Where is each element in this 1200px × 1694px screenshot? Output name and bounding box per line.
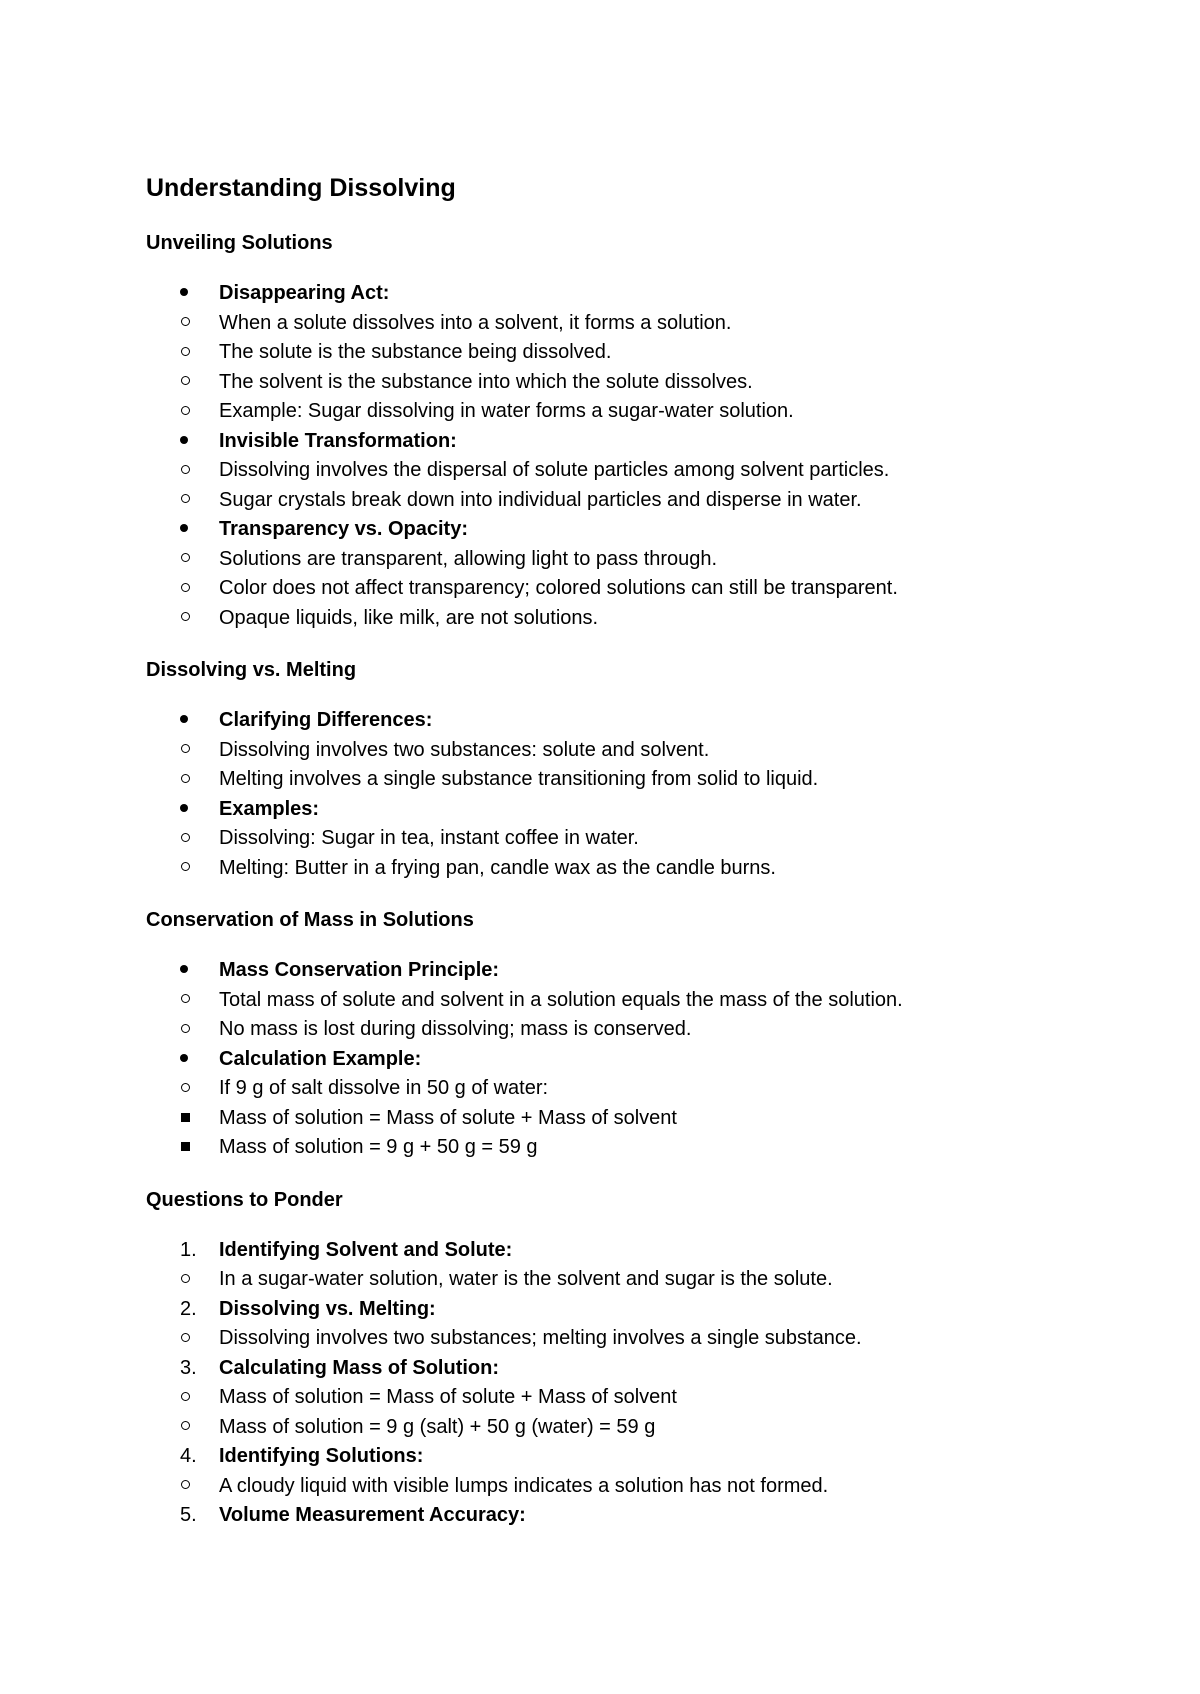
sub-item-text: Dissolving involves two substances; melting involves a single substance.	[219, 1327, 862, 1349]
sub-sub-list-item	[0, 1133, 1066, 1163]
numbered-item	[146, 1501, 1066, 1531]
bullet-circle-icon	[181, 1265, 190, 1295]
bullet-circle-icon	[181, 1324, 190, 1354]
section-heading: Dissolving vs. Melting	[146, 659, 357, 681]
sub-item-text: Example: Sugar dissolving in water forms a sugar-water solution.	[219, 400, 794, 422]
item-label: Dissolving vs. Melting:	[219, 1297, 436, 1320]
sub-list-item	[73, 824, 1066, 854]
item-number: 5.	[180, 1504, 197, 1526]
item-label: Volume Measurement Accuracy:	[219, 1504, 526, 1526]
bullet-circle-icon	[181, 574, 190, 604]
item-label: Transparency vs. Opacity:	[219, 518, 469, 540]
numbered-item	[146, 1354, 1066, 1384]
sub-item-text: No mass is lost during dissolving; mass is conserved.	[219, 1018, 692, 1040]
sub-list-item	[73, 456, 1066, 486]
numbered-item	[146, 1295, 1066, 1325]
sub-item-text: In a sugar-water solution, water is the solvent and sugar is the solute.	[219, 1268, 833, 1290]
bullet-list	[146, 956, 1066, 1163]
item-label: Calculating Mass of Solution:	[219, 1356, 500, 1379]
bullet-circle-icon	[181, 368, 190, 398]
sub-sub-item-text: Mass of solution = 9 g + 50 g = 59 g	[219, 1136, 538, 1158]
sub-list-item	[73, 486, 1066, 516]
sub-list-item	[73, 736, 1066, 766]
sub-item-text: Mass of solution = 9 g (salt) + 50 g (water) = 59 g	[219, 1415, 656, 1438]
list-item	[146, 1045, 1066, 1075]
sub-item-text: When a solute dissolves into a solvent, it forms a solution.	[219, 311, 732, 334]
bullet-dot-icon	[180, 956, 188, 986]
numbered-item	[146, 1442, 1066, 1472]
list-item	[146, 795, 1066, 825]
item-label: Clarifying Differences:	[219, 709, 433, 731]
bullet-circle-icon	[181, 456, 190, 486]
bullet-list	[146, 279, 1066, 633]
sub-item-text: Color does not affect transparency; colored solutions can still be transparent.	[219, 577, 898, 599]
bullet-square-icon	[181, 1104, 190, 1134]
bullet-circle-icon	[181, 1074, 190, 1104]
sub-item-text: Dissolving involves the dispersal of solute particles among solvent particles.	[219, 459, 890, 481]
sub-list-item	[73, 1015, 1066, 1045]
document-title: Understanding Dissolving	[146, 174, 456, 202]
sub-list-item	[73, 1324, 1066, 1354]
item-label: Identifying Solvent and Solute:	[219, 1238, 513, 1261]
bullet-circle-icon	[181, 736, 190, 766]
sub-list-item	[73, 1074, 1066, 1104]
item-label: Examples:	[219, 797, 320, 820]
item-number: 3.	[180, 1356, 197, 1379]
list-item	[146, 279, 1066, 309]
numbered-item	[146, 1236, 1066, 1266]
item-number: 1.	[180, 1238, 197, 1261]
section-heading: Unveiling Solutions	[146, 232, 333, 254]
bullet-circle-icon	[181, 486, 190, 516]
section-dissolving-vs-melting	[146, 657, 1066, 883]
bullet-circle-icon	[181, 1413, 190, 1443]
item-number: 4.	[180, 1445, 197, 1467]
bullet-circle-icon	[181, 1472, 190, 1502]
sub-item-text: Opaque liquids, like milk, are not solutions.	[219, 606, 599, 629]
section-unveiling-solutions	[146, 230, 1066, 633]
bullet-circle-icon	[181, 854, 190, 884]
sub-item-text: Solutions are transparent, allowing light to pass through.	[219, 547, 718, 570]
item-label: Calculation Example:	[219, 1047, 422, 1070]
bullet-circle-icon	[181, 545, 190, 575]
sub-list-item	[73, 765, 1066, 795]
sub-list-item	[73, 1472, 1066, 1502]
sub-list-item	[73, 368, 1066, 398]
bullet-circle-icon	[181, 1015, 190, 1045]
numbered-list	[146, 1236, 1066, 1531]
bullet-list	[146, 706, 1066, 883]
item-number: 2.	[180, 1297, 197, 1320]
list-item	[146, 956, 1066, 986]
sub-item-text: If 9 g of salt dissolve in 50 g of water:	[219, 1077, 549, 1099]
sub-sub-list-item	[0, 1104, 1066, 1134]
sub-list-item	[73, 397, 1066, 427]
sub-item-text: Mass of solution = Mass of solute + Mass of solvent	[219, 1386, 677, 1408]
sub-list-item	[73, 1413, 1066, 1443]
document-page	[146, 172, 1066, 1555]
bullet-circle-icon	[181, 397, 190, 427]
sub-item-text: Dissolving: Sugar in tea, instant coffee in water.	[219, 827, 639, 849]
sub-item-text: The solvent is the substance into which the solute dissolves.	[219, 370, 753, 393]
sub-item-text: A cloudy liquid with visible lumps indicates a solution has not formed.	[219, 1474, 829, 1497]
bullet-circle-icon	[181, 1383, 190, 1413]
sub-list-item	[73, 338, 1066, 368]
sub-item-text: Melting involves a single substance transitioning from solid to liquid.	[219, 768, 819, 790]
bullet-circle-icon	[181, 604, 190, 634]
item-label: Mass Conservation Principle:	[219, 959, 500, 981]
list-item	[146, 706, 1066, 736]
item-label: Disappearing Act:	[219, 282, 390, 304]
bullet-dot-icon	[180, 515, 188, 545]
sub-list-item	[73, 545, 1066, 575]
sub-list-item	[73, 604, 1066, 634]
bullet-dot-icon	[180, 795, 188, 825]
section-questions-to-ponder	[146, 1187, 1066, 1531]
sub-sub-item-text: Mass of solution = Mass of solute + Mass of solvent	[219, 1106, 677, 1129]
section-conservation-of-mass	[146, 907, 1066, 1163]
bullet-circle-icon	[181, 338, 190, 368]
bullet-circle-icon	[181, 765, 190, 795]
sub-item-text: Dissolving involves two substances: solute and solvent.	[219, 738, 710, 761]
section-heading: Conservation of Mass in Solutions	[146, 909, 474, 931]
sub-list-item	[73, 986, 1066, 1016]
sub-list-item	[73, 854, 1066, 884]
sub-list-item	[73, 1383, 1066, 1413]
sub-list-item	[73, 574, 1066, 604]
section-heading: Questions to Ponder	[146, 1188, 343, 1211]
sub-list-item	[73, 1265, 1066, 1295]
list-item	[146, 427, 1066, 457]
sub-item-text: The solute is the substance being dissolved.	[219, 341, 612, 363]
bullet-dot-icon	[180, 427, 188, 457]
bullet-dot-icon	[180, 706, 188, 736]
bullet-dot-icon	[180, 279, 188, 309]
bullet-dot-icon	[180, 1045, 188, 1075]
sub-item-text: Total mass of solute and solvent in a solution equals the mass of the solution.	[219, 988, 903, 1011]
sub-item-text: Melting: Butter in a frying pan, candle wax as the candle burns.	[219, 856, 776, 879]
bullet-circle-icon	[181, 309, 190, 339]
item-label: Invisible Transformation:	[219, 429, 457, 452]
sub-list-item	[73, 309, 1066, 339]
bullet-square-icon	[181, 1133, 190, 1163]
bullet-circle-icon	[181, 824, 190, 854]
bullet-circle-icon	[181, 986, 190, 1016]
item-label: Identifying Solutions:	[219, 1445, 424, 1467]
list-item	[146, 515, 1066, 545]
sub-item-text: Sugar crystals break down into individual particles and disperse in water.	[219, 488, 862, 511]
